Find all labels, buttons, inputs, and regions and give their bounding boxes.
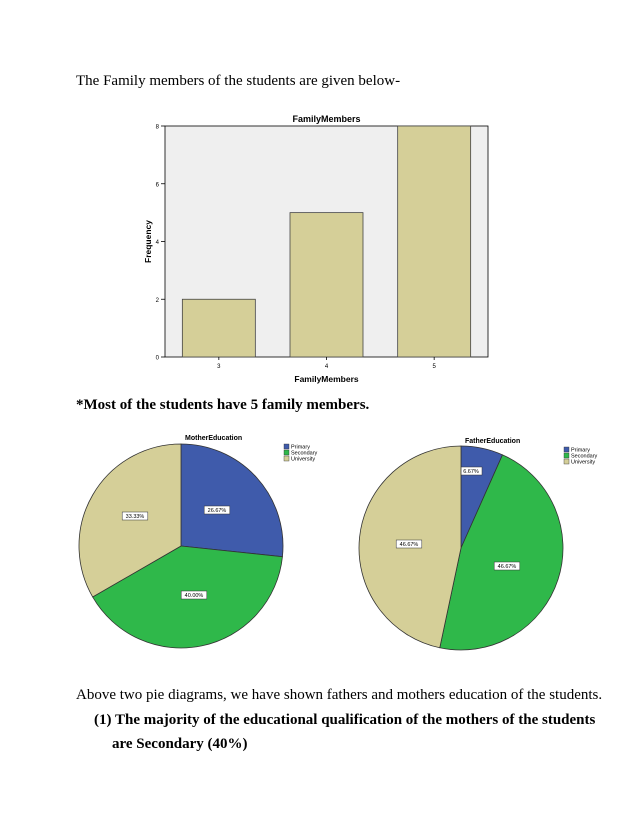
legend-label: Secondary [291, 450, 318, 457]
x-tick-label: 4 [324, 364, 329, 370]
slice-value-label: 6.67% [463, 469, 479, 475]
intro-text: The Family members of the students are given below- [76, 73, 401, 89]
pie-title: FatherEducation [465, 438, 521, 445]
legend-label: Secondary [571, 453, 598, 460]
pie-intro-text: Above two pie diagrams, we have shown fathers and mothers education of the students. [76, 687, 603, 703]
point-1-line-1: (1) The majority of the educational qualification of the mothers of the students [94, 712, 596, 728]
slice-value-label: 26.67% [207, 508, 227, 514]
x-tick-label: 3 [217, 364, 221, 370]
pie-title: MotherEducation [185, 435, 243, 442]
x-tick-label: 5 [432, 364, 436, 370]
legend-label: Primary [571, 447, 590, 454]
chart-title: FamilyMembers [292, 114, 361, 124]
legend-label: Primary [291, 444, 310, 451]
legend-label: University [291, 456, 316, 463]
y-tick-label: 2 [155, 297, 159, 304]
slice-value-label: 46.67% [497, 564, 517, 570]
slice-value-label: 46.67% [399, 542, 419, 548]
slice-value-label: 40.00% [184, 593, 204, 599]
legend-swatch [564, 453, 569, 458]
y-tick-label: 6 [155, 182, 159, 189]
y-tick-label: 4 [155, 240, 159, 246]
slice-value-label: 33.33% [125, 514, 145, 520]
x-axis-label: FamilyMembers [294, 374, 359, 384]
y-tick-label: 8 [155, 124, 159, 131]
family-note: *Most of the students have 5 family members. [76, 397, 370, 413]
legend-label: University [571, 459, 596, 466]
point-1-line-2: are Secondary (40%) [112, 736, 248, 752]
legend-swatch [564, 447, 569, 452]
y-axis-label: Frequency [143, 220, 153, 263]
legend-swatch [564, 459, 569, 464]
y-tick-label: 0 [155, 355, 159, 362]
